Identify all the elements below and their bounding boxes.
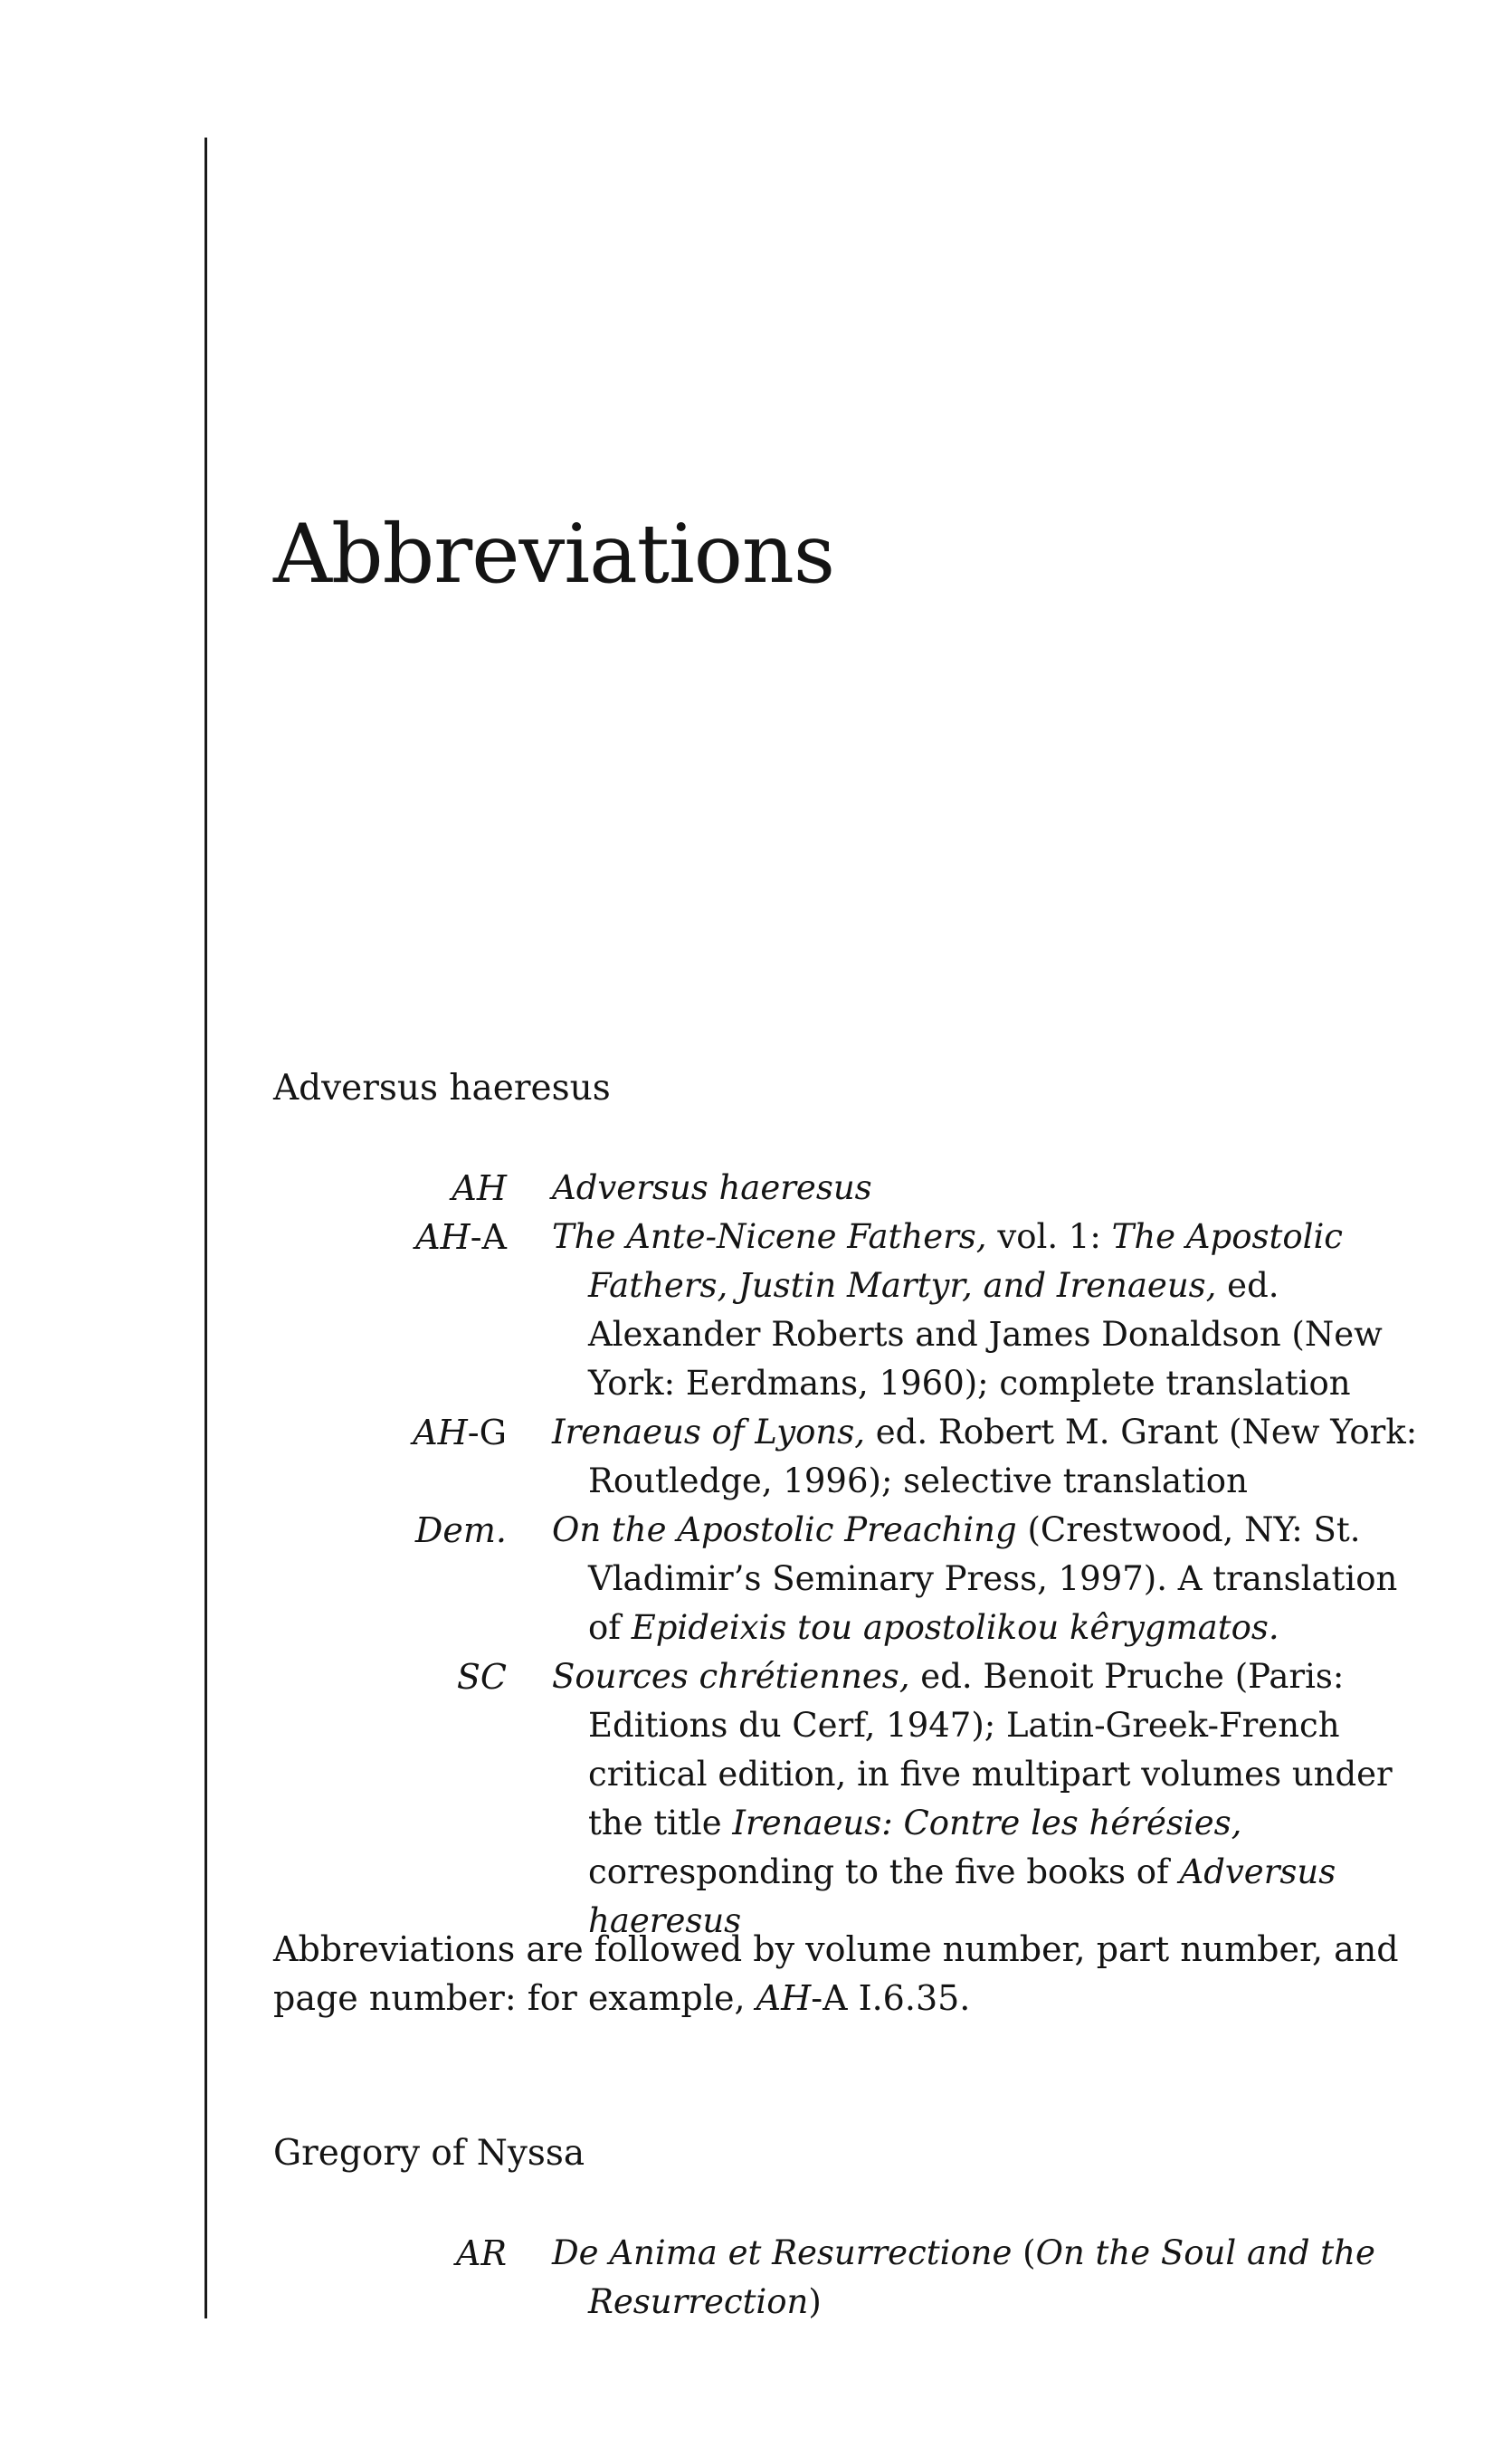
- abbreviation-code: AH-G: [413, 1413, 507, 1452]
- section-heading-gregory-of-nyssa: Gregory of Nyssa: [273, 2133, 585, 2174]
- abbreviation-code: AR: [455, 2233, 507, 2273]
- abbreviation-code: AH-A: [415, 1217, 507, 1257]
- abbreviation-code: AH: [452, 1168, 507, 1208]
- abbreviation-description: De Anima et Resurrectione (On the Soul and the Resurrection): [552, 2233, 1375, 2321]
- abbreviation-entry-ah-a: [273, 1213, 1404, 1408]
- abbreviation-code: SC: [456, 1657, 507, 1697]
- margin-rule: [204, 138, 207, 2318]
- abbreviation-list-gregory: [273, 2229, 1404, 2327]
- abbreviation-description: On the Apostolic Preaching (Crestwood, NY: St. Vladimir’s Seminary Press, 1997). A translation of Epideixis tou apostolikou kêrygmatos.: [552, 1510, 1398, 1647]
- abbreviation-description: Irenaeus of Lyons, ed. Robert M. Grant (New York: Routledge, 1996); selective translation: [552, 1413, 1418, 1500]
- abbreviation-usage-note: Abbreviations are followed by volume number, part number, and page number: for example, AH-A I.6.35.: [273, 1929, 1399, 2018]
- abbreviation-list-irenaeus: [273, 1164, 1418, 1946]
- abbreviation-description: Adversus haeresus: [552, 1168, 872, 1207]
- abbreviation-entry-sc: [273, 1652, 1404, 1946]
- section-heading-adversus-haeresus: Adversus haeresus: [273, 1068, 611, 1109]
- abbreviation-entry-ah-g: [273, 1408, 1418, 1506]
- abbreviation-entry-ar: [273, 2229, 1404, 2327]
- abbreviation-entry-ah: [273, 1164, 1404, 1213]
- abbreviation-code: Dem.: [414, 1510, 507, 1550]
- page-title: Abbreviations: [273, 507, 835, 602]
- abbreviation-description: Sources chrétiennes, ed. Benoit Pruche (Paris: Editions du Cerf, 1947); Latin-Greek-French critical edition, in five multipart volumes under the title Irenaeus: Contre les hérésies, corresponding to the five books of Adversus haeresus: [552, 1657, 1393, 1940]
- abbreviation-entry-dem: [273, 1506, 1404, 1652]
- abbreviation-description: The Ante-Nicene Fathers, vol. 1: The Apostolic Fathers, Justin Martyr, and Irenaeus, ed. Alexander Roberts and James Donaldson (New York: Eerdmans, 1960); complete translation: [552, 1217, 1383, 1403]
